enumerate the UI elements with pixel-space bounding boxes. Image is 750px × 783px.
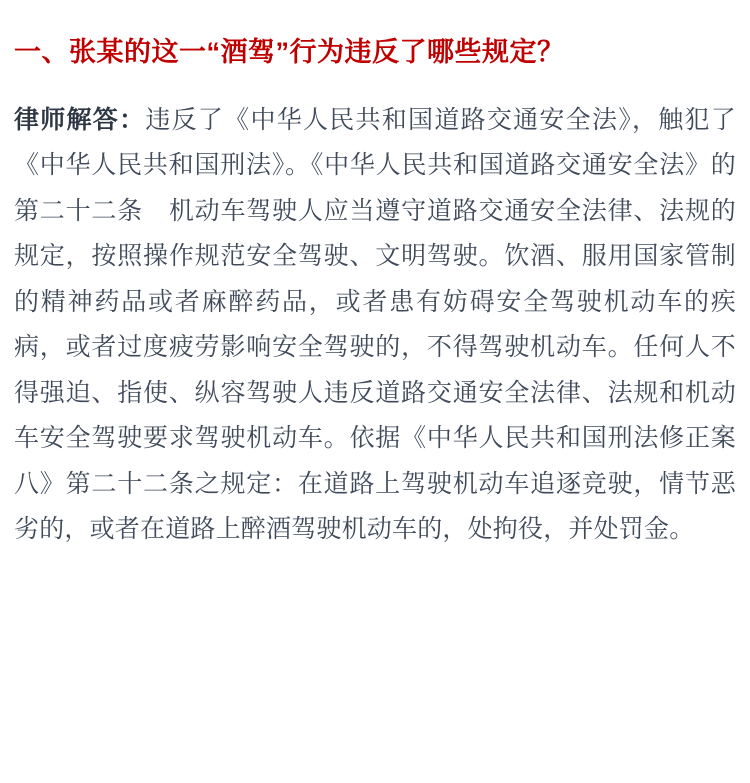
answer-text: 违反了《中华人民共和国道路交通安全法》，触犯了《中华人民共和国刑法》。《中华人民共和国道路交通安全法》的第二十二条 机动车驾驶人应当遵守道路交通安全法律、法规的规定，按照操作规范安全驾驶、文明驾驶。饮酒、服用国家管制的精神药品或者麻醉药品，或者患有妨碍安全驾驶机动车的疾病，或者过度疲劳影响安全驾驶的，不得驾驶机动车。任何人不得强迫、指使、纵容驾驶人违反道路交通安全法律、法规和机动车安全驾驶要求驾驶机动车。依据《中华人民共和国刑法修正案八》第二十二条之规定：在道路上驾驶机动车追逐竞驶，情节恶劣的，或者在道路上醉酒驾驶机动车的，处拘役，并处罚金。 bbox=[14, 105, 736, 544]
answer-label: 律师解答： bbox=[14, 105, 146, 134]
page-title: 一、张某的这一“酒驾”行为违反了哪些规定？ bbox=[14, 37, 565, 67]
answer-paragraph bbox=[14, 98, 736, 553]
